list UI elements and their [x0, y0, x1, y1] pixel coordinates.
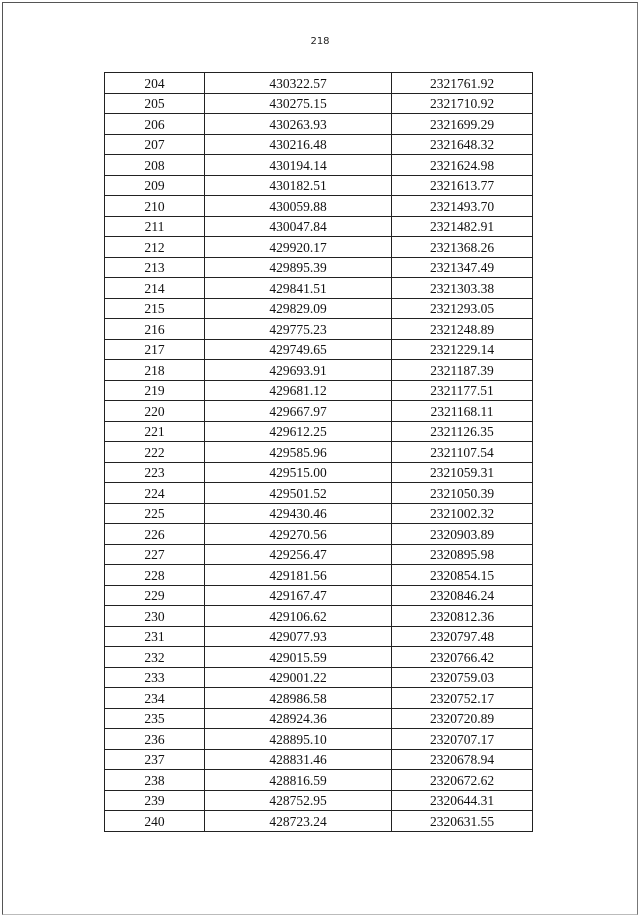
point-number-cell: 219 — [105, 380, 205, 401]
table-row — [105, 770, 533, 791]
point-number-cell: 221 — [105, 421, 205, 442]
point-number-cell: 211 — [105, 216, 205, 237]
point-number-cell: 205 — [105, 93, 205, 114]
x-coordinate-cell: 428924.36 — [205, 708, 392, 729]
table-row — [105, 421, 533, 442]
table-row — [105, 257, 533, 278]
point-number-cell: 230 — [105, 606, 205, 627]
table-row — [105, 462, 533, 483]
table-row — [105, 319, 533, 340]
point-number-cell: 229 — [105, 585, 205, 606]
table-row — [105, 401, 533, 422]
table-row — [105, 606, 533, 627]
table-row — [105, 216, 533, 237]
table-row — [105, 380, 533, 401]
x-coordinate-cell: 429001.22 — [205, 667, 392, 688]
point-number-cell: 215 — [105, 298, 205, 319]
x-coordinate-cell: 429612.25 — [205, 421, 392, 442]
table-row — [105, 749, 533, 770]
point-number-cell: 234 — [105, 688, 205, 709]
y-coordinate-cell: 2320720.89 — [392, 708, 533, 729]
x-coordinate-cell: 428986.58 — [205, 688, 392, 709]
x-coordinate-cell: 429895.39 — [205, 257, 392, 278]
point-number-cell: 233 — [105, 667, 205, 688]
point-number-cell: 232 — [105, 647, 205, 668]
point-number-cell: 239 — [105, 790, 205, 811]
table-row — [105, 544, 533, 565]
point-number-cell: 224 — [105, 483, 205, 504]
table-row — [105, 339, 533, 360]
table-row — [105, 524, 533, 545]
y-coordinate-cell: 2321126.35 — [392, 421, 533, 442]
point-number-cell: 214 — [105, 278, 205, 299]
x-coordinate-cell: 430322.57 — [205, 73, 392, 94]
table-row — [105, 503, 533, 524]
y-coordinate-cell: 2320797.48 — [392, 626, 533, 647]
point-number-cell: 237 — [105, 749, 205, 770]
x-coordinate-cell: 429501.52 — [205, 483, 392, 504]
x-coordinate-cell: 429693.91 — [205, 360, 392, 381]
x-coordinate-cell: 430216.48 — [205, 134, 392, 155]
y-coordinate-cell: 2321761.92 — [392, 73, 533, 94]
table-row — [105, 196, 533, 217]
point-number-cell: 212 — [105, 237, 205, 258]
x-coordinate-cell: 429515.00 — [205, 462, 392, 483]
y-coordinate-cell: 2321177.51 — [392, 380, 533, 401]
x-coordinate-cell: 429167.47 — [205, 585, 392, 606]
table-row — [105, 708, 533, 729]
x-coordinate-cell: 429077.93 — [205, 626, 392, 647]
y-coordinate-cell: 2321699.29 — [392, 114, 533, 135]
point-number-cell: 206 — [105, 114, 205, 135]
table-row — [105, 688, 533, 709]
y-coordinate-cell: 2321107.54 — [392, 442, 533, 463]
page-number: 218 — [310, 36, 330, 47]
table-row — [105, 585, 533, 606]
y-coordinate-cell: 2321648.32 — [392, 134, 533, 155]
y-coordinate-cell: 2321168.11 — [392, 401, 533, 422]
table-row — [105, 811, 533, 832]
point-number-cell: 220 — [105, 401, 205, 422]
x-coordinate-cell: 428816.59 — [205, 770, 392, 791]
table-row — [105, 278, 533, 299]
y-coordinate-cell: 2320895.98 — [392, 544, 533, 565]
table-row — [105, 298, 533, 319]
table-row — [105, 155, 533, 176]
x-coordinate-cell: 428895.10 — [205, 729, 392, 750]
table-row — [105, 175, 533, 196]
y-coordinate-cell: 2321368.26 — [392, 237, 533, 258]
table-row — [105, 729, 533, 750]
table-row — [105, 114, 533, 135]
x-coordinate-cell: 429667.97 — [205, 401, 392, 422]
y-coordinate-cell: 2320766.42 — [392, 647, 533, 668]
y-coordinate-cell: 2320631.55 — [392, 811, 533, 832]
y-coordinate-cell: 2320672.62 — [392, 770, 533, 791]
y-coordinate-cell: 2321482.91 — [392, 216, 533, 237]
x-coordinate-cell: 429256.47 — [205, 544, 392, 565]
y-coordinate-cell: 2321493.70 — [392, 196, 533, 217]
x-coordinate-cell: 429775.23 — [205, 319, 392, 340]
point-number-cell: 208 — [105, 155, 205, 176]
x-coordinate-cell: 428723.24 — [205, 811, 392, 832]
point-number-cell: 236 — [105, 729, 205, 750]
coordinate-table-body — [105, 73, 533, 832]
point-number-cell: 216 — [105, 319, 205, 340]
x-coordinate-cell: 428831.46 — [205, 749, 392, 770]
x-coordinate-cell: 429430.46 — [205, 503, 392, 524]
y-coordinate-cell: 2320903.89 — [392, 524, 533, 545]
y-coordinate-cell: 2321293.05 — [392, 298, 533, 319]
y-coordinate-cell: 2320812.36 — [392, 606, 533, 627]
point-number-cell: 209 — [105, 175, 205, 196]
point-number-cell: 217 — [105, 339, 205, 360]
point-number-cell: 227 — [105, 544, 205, 565]
x-coordinate-cell: 429106.62 — [205, 606, 392, 627]
table-row — [105, 647, 533, 668]
y-coordinate-cell: 2320752.17 — [392, 688, 533, 709]
y-coordinate-cell: 2320759.03 — [392, 667, 533, 688]
table-row — [105, 134, 533, 155]
x-coordinate-cell: 430047.84 — [205, 216, 392, 237]
y-coordinate-cell: 2321229.14 — [392, 339, 533, 360]
y-coordinate-cell: 2321050.39 — [392, 483, 533, 504]
point-number-cell: 228 — [105, 565, 205, 586]
table-row — [105, 237, 533, 258]
point-number-cell: 213 — [105, 257, 205, 278]
y-coordinate-cell: 2320678.94 — [392, 749, 533, 770]
y-coordinate-cell: 2321187.39 — [392, 360, 533, 381]
x-coordinate-cell: 429749.65 — [205, 339, 392, 360]
y-coordinate-cell: 2321303.38 — [392, 278, 533, 299]
point-number-cell: 218 — [105, 360, 205, 381]
table-row — [105, 790, 533, 811]
y-coordinate-cell: 2320854.15 — [392, 565, 533, 586]
x-coordinate-cell: 428752.95 — [205, 790, 392, 811]
point-number-cell: 222 — [105, 442, 205, 463]
table-row — [105, 565, 533, 586]
point-number-cell: 238 — [105, 770, 205, 791]
point-number-cell: 204 — [105, 73, 205, 94]
y-coordinate-cell: 2321248.89 — [392, 319, 533, 340]
x-coordinate-cell: 429841.51 — [205, 278, 392, 299]
x-coordinate-cell: 430194.14 — [205, 155, 392, 176]
x-coordinate-cell: 429181.56 — [205, 565, 392, 586]
y-coordinate-cell: 2321002.32 — [392, 503, 533, 524]
point-number-cell: 235 — [105, 708, 205, 729]
x-coordinate-cell: 429585.96 — [205, 442, 392, 463]
coordinate-table — [104, 72, 533, 832]
point-number-cell: 210 — [105, 196, 205, 217]
x-coordinate-cell: 430059.88 — [205, 196, 392, 217]
table-row — [105, 667, 533, 688]
table-row — [105, 73, 533, 94]
y-coordinate-cell: 2321059.31 — [392, 462, 533, 483]
y-coordinate-cell: 2321347.49 — [392, 257, 533, 278]
table-row — [105, 626, 533, 647]
x-coordinate-cell: 429829.09 — [205, 298, 392, 319]
point-number-cell: 225 — [105, 503, 205, 524]
x-coordinate-cell: 430182.51 — [205, 175, 392, 196]
table-row — [105, 93, 533, 114]
x-coordinate-cell: 429015.59 — [205, 647, 392, 668]
table-row — [105, 360, 533, 381]
point-number-cell: 231 — [105, 626, 205, 647]
x-coordinate-cell: 429270.56 — [205, 524, 392, 545]
x-coordinate-cell: 430275.15 — [205, 93, 392, 114]
point-number-cell: 223 — [105, 462, 205, 483]
y-coordinate-cell: 2321710.92 — [392, 93, 533, 114]
y-coordinate-cell: 2321624.98 — [392, 155, 533, 176]
y-coordinate-cell: 2320846.24 — [392, 585, 533, 606]
x-coordinate-cell: 429681.12 — [205, 380, 392, 401]
point-number-cell: 207 — [105, 134, 205, 155]
table-row — [105, 442, 533, 463]
y-coordinate-cell: 2321613.77 — [392, 175, 533, 196]
point-number-cell: 240 — [105, 811, 205, 832]
x-coordinate-cell: 429920.17 — [205, 237, 392, 258]
table-row — [105, 483, 533, 504]
point-number-cell: 226 — [105, 524, 205, 545]
y-coordinate-cell: 2320644.31 — [392, 790, 533, 811]
x-coordinate-cell: 430263.93 — [205, 114, 392, 135]
y-coordinate-cell: 2320707.17 — [392, 729, 533, 750]
